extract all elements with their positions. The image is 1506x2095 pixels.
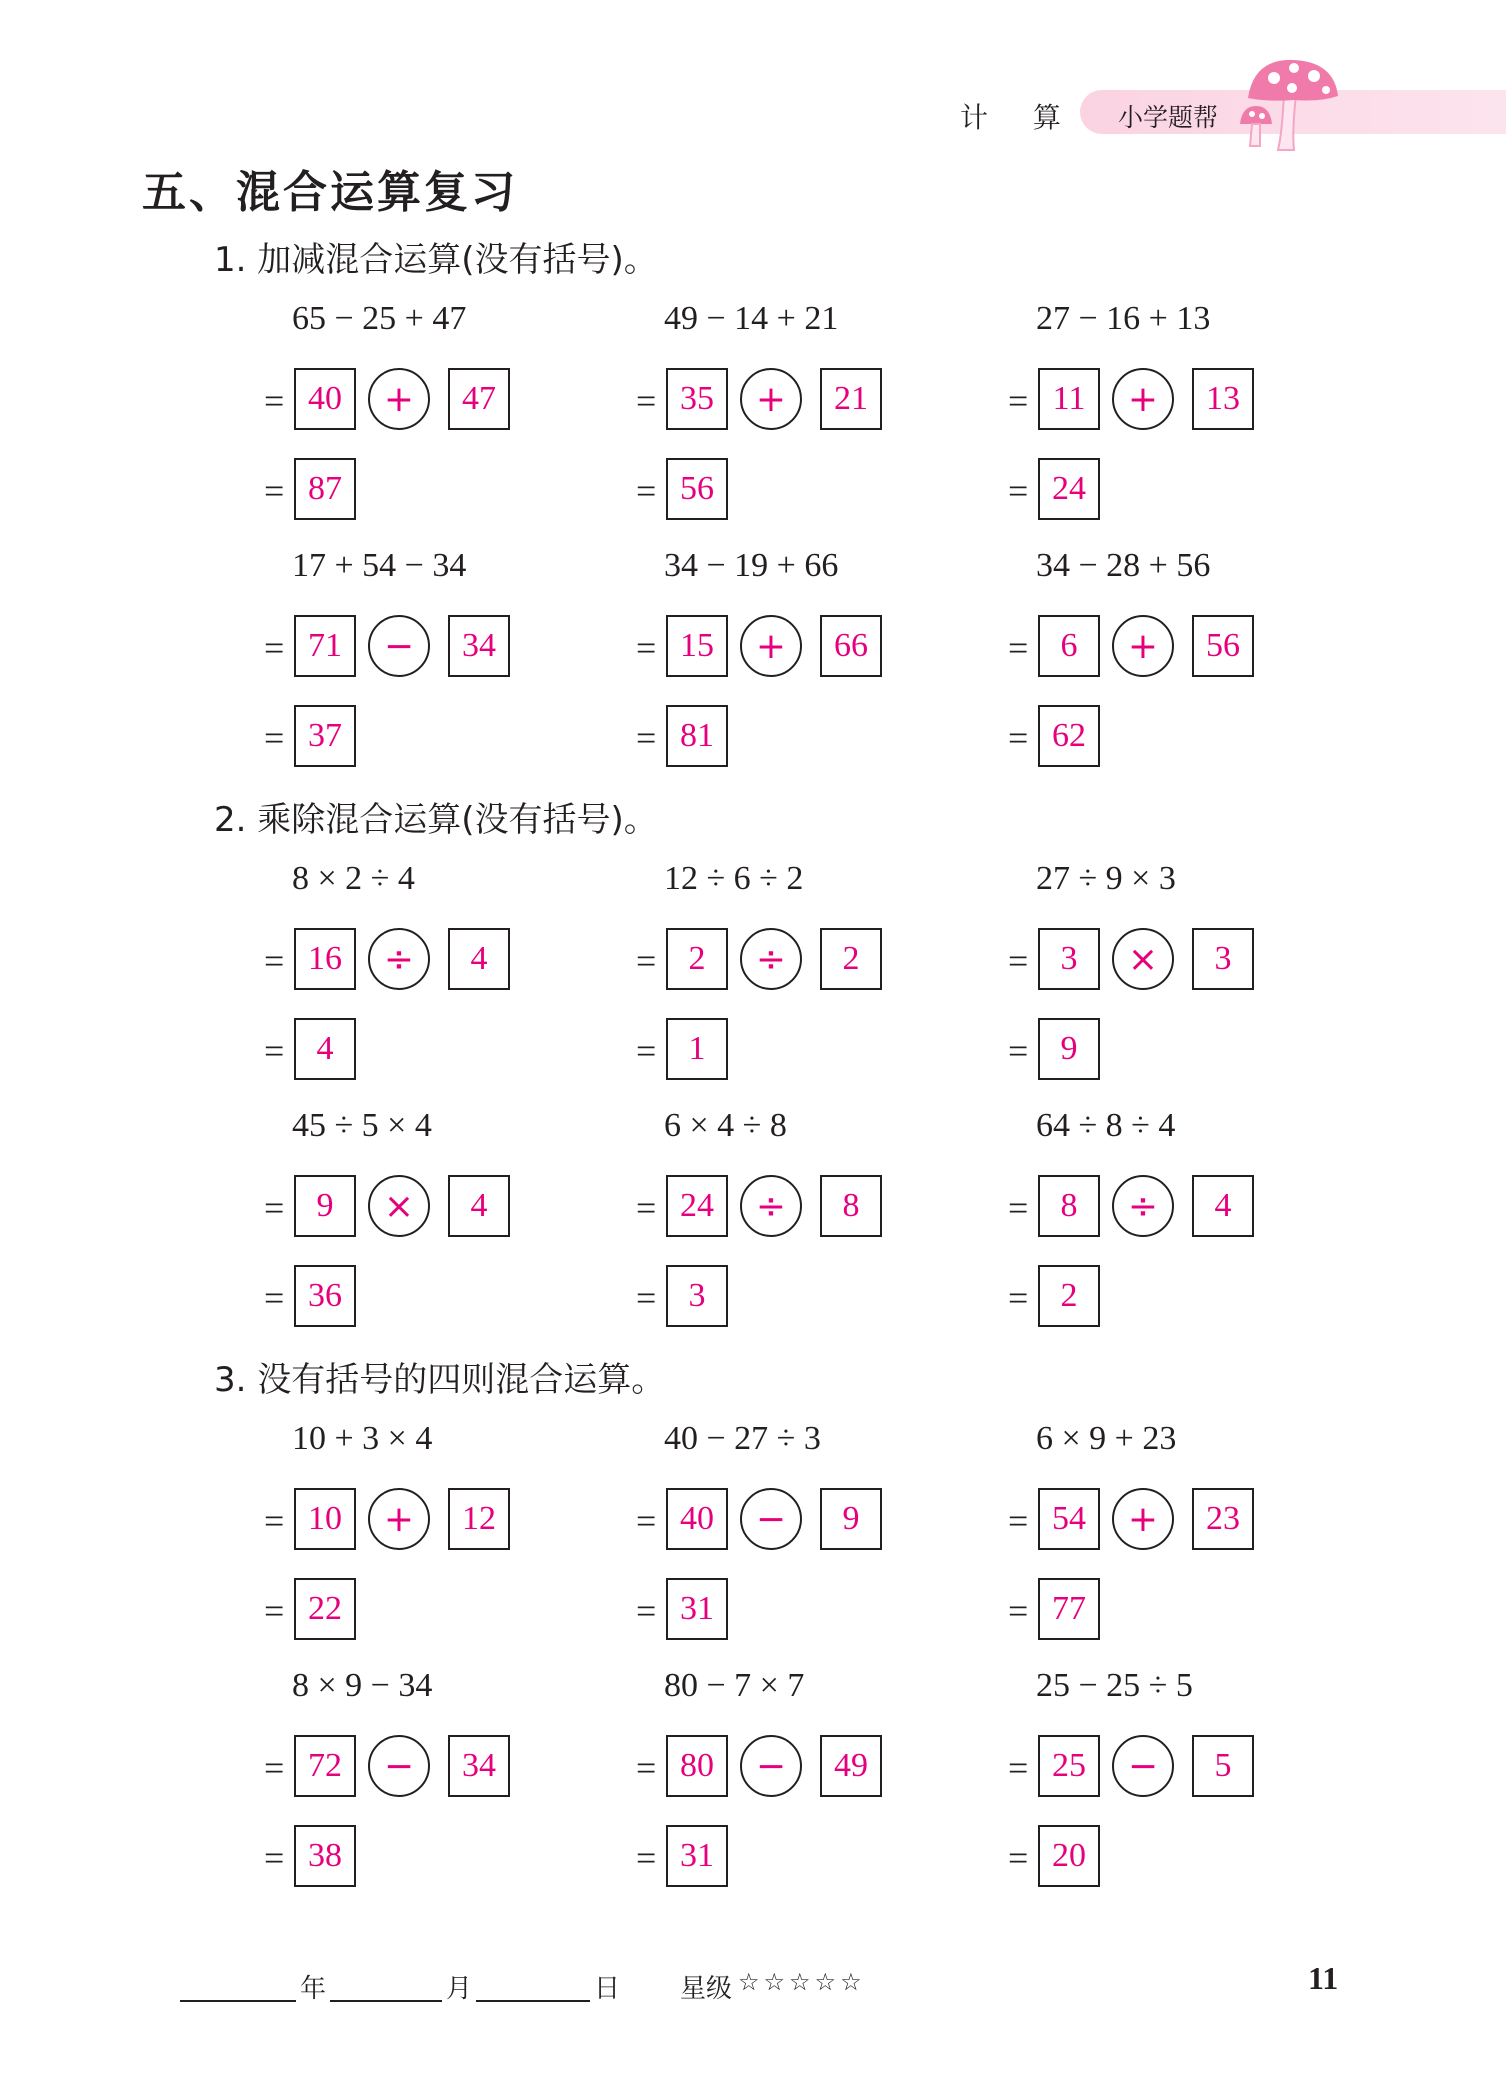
step-value-box[interactable]: 2	[666, 928, 728, 990]
result-box[interactable]: 22	[294, 1578, 356, 1640]
expression: 6 × 4 ÷ 8	[664, 1107, 787, 1144]
operator-circle[interactable]: ÷	[740, 928, 802, 990]
equals-sign: =	[264, 471, 285, 511]
month-blank[interactable]	[330, 2000, 442, 2002]
operator-circle[interactable]: ×	[368, 1175, 430, 1237]
result-box[interactable]: 24	[1038, 458, 1100, 520]
result-box[interactable]: 81	[666, 705, 728, 767]
mushroom-icon	[1222, 54, 1342, 154]
page-title: 五、混合运算复习	[142, 167, 518, 218]
step-value-box[interactable]: 8	[820, 1175, 882, 1237]
equals-sign: =	[636, 1838, 657, 1878]
equals-sign: =	[1008, 1591, 1029, 1631]
operator-circle[interactable]: +	[1112, 615, 1174, 677]
expression: 64 ÷ 8 ÷ 4	[1036, 1107, 1176, 1144]
header-brand: 小学题帮	[1118, 103, 1219, 132]
equals-sign: =	[264, 1031, 285, 1071]
result-box[interactable]: 31	[666, 1825, 728, 1887]
step-value-box[interactable]: 54	[1038, 1488, 1100, 1550]
equals-sign: =	[636, 1591, 657, 1631]
step-value-box[interactable]: 72	[294, 1735, 356, 1797]
equals-sign: =	[636, 1278, 657, 1318]
expression: 65 − 25 + 47	[292, 300, 467, 337]
step-value-box[interactable]: 2	[820, 928, 882, 990]
step-value-box[interactable]: 3	[1038, 928, 1100, 990]
equals-sign: =	[636, 1748, 657, 1788]
expression: 8 × 9 − 34	[292, 1667, 433, 1704]
equals-sign: =	[264, 381, 285, 421]
operator-circle[interactable]: −	[1112, 1735, 1174, 1797]
header-subject: 计 算	[960, 101, 1079, 134]
step-value-box[interactable]: 5	[1192, 1735, 1254, 1797]
result-box[interactable]: 77	[1038, 1578, 1100, 1640]
operator-circle[interactable]: −	[740, 1735, 802, 1797]
expression: 6 × 9 + 23	[1036, 1420, 1177, 1457]
result-box[interactable]: 56	[666, 458, 728, 520]
operator-circle[interactable]: +	[368, 1488, 430, 1550]
step-value-box[interactable]: 15	[666, 615, 728, 677]
step-value-box[interactable]: 40	[666, 1488, 728, 1550]
year-label: 年	[300, 1974, 327, 2004]
rating-label: 星级	[680, 1974, 733, 2004]
step-value-box[interactable]: 6	[1038, 615, 1100, 677]
step-value-box[interactable]: 80	[666, 1735, 728, 1797]
operator-circle[interactable]: +	[368, 368, 430, 430]
step-value-box[interactable]: 12	[448, 1488, 510, 1550]
step-value-box[interactable]: 9	[294, 1175, 356, 1237]
result-box[interactable]: 37	[294, 705, 356, 767]
equals-sign: =	[1008, 1278, 1029, 1318]
step-value-box[interactable]: 11	[1038, 368, 1100, 430]
step-value-box[interactable]: 21	[820, 368, 882, 430]
star-rating[interactable]: ☆☆☆☆☆	[738, 1968, 866, 1996]
result-box[interactable]: 4	[294, 1018, 356, 1080]
operator-circle[interactable]: ÷	[1112, 1175, 1174, 1237]
equals-sign: =	[264, 1838, 285, 1878]
result-box[interactable]: 31	[666, 1578, 728, 1640]
page-number: 11	[1308, 1960, 1339, 1996]
expression: 12 ÷ 6 ÷ 2	[664, 860, 804, 897]
result-box[interactable]: 20	[1038, 1825, 1100, 1887]
equals-sign: =	[1008, 1838, 1029, 1878]
section-heading-3: 3. 没有括号的四则混合运算。	[214, 1360, 666, 1400]
step-value-box[interactable]: 71	[294, 615, 356, 677]
step-value-box[interactable]: 16	[294, 928, 356, 990]
result-box[interactable]: 1	[666, 1018, 728, 1080]
equals-sign: =	[1008, 381, 1029, 421]
result-box[interactable]: 2	[1038, 1265, 1100, 1327]
equals-sign: =	[636, 471, 657, 511]
step-value-box[interactable]: 4	[448, 1175, 510, 1237]
step-value-box[interactable]: 56	[1192, 615, 1254, 677]
step-value-box[interactable]: 4	[1192, 1175, 1254, 1237]
expression: 17 + 54 − 34	[292, 547, 467, 584]
operator-circle[interactable]: −	[368, 615, 430, 677]
equals-sign: =	[636, 381, 657, 421]
equals-sign: =	[264, 1591, 285, 1631]
equals-sign: =	[1008, 628, 1029, 668]
step-value-box[interactable]: 9	[820, 1488, 882, 1550]
result-box[interactable]: 9	[1038, 1018, 1100, 1080]
operator-circle[interactable]: ÷	[368, 928, 430, 990]
equals-sign: =	[636, 941, 657, 981]
equals-sign: =	[1008, 718, 1029, 758]
year-blank[interactable]	[180, 2000, 296, 2002]
equals-sign: =	[264, 1748, 285, 1788]
step-value-box[interactable]: 40	[294, 368, 356, 430]
operator-circle[interactable]: ×	[1112, 928, 1174, 990]
equals-sign: =	[264, 718, 285, 758]
section-heading-2: 2. 乘除混合运算(没有括号)。	[214, 800, 658, 840]
equals-sign: =	[636, 1031, 657, 1071]
expression: 27 ÷ 9 × 3	[1036, 860, 1176, 897]
step-value-box[interactable]: 25	[1038, 1735, 1100, 1797]
result-box[interactable]: 62	[1038, 705, 1100, 767]
step-value-box[interactable]: 35	[666, 368, 728, 430]
equals-sign: =	[1008, 471, 1029, 511]
day-blank[interactable]	[476, 2000, 590, 2002]
expression: 27 − 16 + 13	[1036, 300, 1211, 337]
equals-sign: =	[636, 628, 657, 668]
equals-sign: =	[1008, 1748, 1029, 1788]
equals-sign: =	[1008, 1031, 1029, 1071]
step-value-box[interactable]: 34	[448, 1735, 510, 1797]
expression: 49 − 14 + 21	[664, 300, 839, 337]
operator-circle[interactable]: −	[368, 1735, 430, 1797]
equals-sign: =	[264, 1501, 285, 1541]
expression: 34 − 19 + 66	[664, 547, 839, 584]
step-value-box[interactable]: 49	[820, 1735, 882, 1797]
equals-sign: =	[1008, 1188, 1029, 1228]
step-value-box[interactable]: 3	[1192, 928, 1254, 990]
month-label: 月	[446, 1974, 473, 2004]
expression: 8 × 2 ÷ 4	[292, 860, 415, 897]
equals-sign: =	[264, 941, 285, 981]
section-heading-1: 1. 加减混合运算(没有括号)。	[214, 240, 658, 280]
step-value-box[interactable]: 10	[294, 1488, 356, 1550]
equals-sign: =	[264, 1188, 285, 1228]
result-box[interactable]: 36	[294, 1265, 356, 1327]
expression: 34 − 28 + 56	[1036, 547, 1211, 584]
expression: 80 − 7 × 7	[664, 1667, 805, 1704]
operator-circle[interactable]: ÷	[740, 1175, 802, 1237]
step-value-box[interactable]: 8	[1038, 1175, 1100, 1237]
expression: 45 ÷ 5 × 4	[292, 1107, 432, 1144]
step-value-box[interactable]: 23	[1192, 1488, 1254, 1550]
step-value-box[interactable]: 66	[820, 615, 882, 677]
expression: 40 − 27 ÷ 3	[664, 1420, 821, 1457]
step-value-box[interactable]: 4	[448, 928, 510, 990]
day-label: 日	[594, 1974, 621, 2004]
operator-circle[interactable]: +	[1112, 1488, 1174, 1550]
result-box[interactable]: 87	[294, 458, 356, 520]
step-value-box[interactable]: 47	[448, 368, 510, 430]
operator-circle[interactable]: +	[740, 615, 802, 677]
step-value-box[interactable]: 13	[1192, 368, 1254, 430]
expression: 10 + 3 × 4	[292, 1420, 433, 1457]
result-box[interactable]: 38	[294, 1825, 356, 1887]
result-box[interactable]: 3	[666, 1265, 728, 1327]
step-value-box[interactable]: 34	[448, 615, 510, 677]
equals-sign: =	[636, 718, 657, 758]
equals-sign: =	[1008, 941, 1029, 981]
equals-sign: =	[1008, 1501, 1029, 1541]
operator-circle[interactable]: −	[740, 1488, 802, 1550]
equals-sign: =	[264, 1278, 285, 1318]
step-value-box[interactable]: 24	[666, 1175, 728, 1237]
operator-circle[interactable]: +	[1112, 368, 1174, 430]
equals-sign: =	[636, 1188, 657, 1228]
equals-sign: =	[264, 628, 285, 668]
equals-sign: =	[636, 1501, 657, 1541]
operator-circle[interactable]: +	[740, 368, 802, 430]
expression: 25 − 25 ÷ 5	[1036, 1667, 1193, 1704]
